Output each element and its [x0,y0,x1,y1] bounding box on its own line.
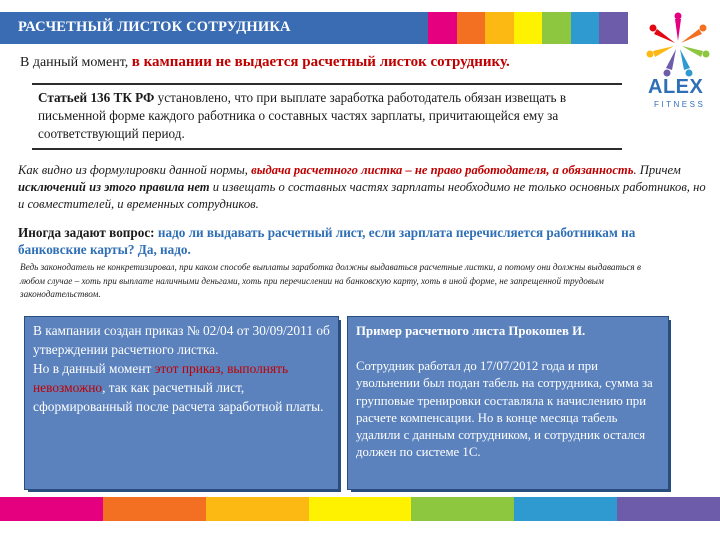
example-box-title: Пример расчетного листа Прокошев И. [356,324,586,338]
order-box-p1: В кампании создан приказ № 02/04 от 30/09/2011 об утверждении расчетного листка. [33,323,330,357]
law-quote [38,89,623,143]
question-lead: Иногда задают вопрос: [18,225,158,240]
page-title: РАСЧЕТНЫЙ ЛИСТОК СОТРУДНИКА [18,19,291,35]
explanation-paragraph [18,162,708,213]
question-paragraph [18,224,648,258]
example-box [347,316,669,490]
logo-subtitle: FITNESS [654,100,706,109]
order-box-p3: , так как расчетный лист, сформированный после расчета заработной платы. [33,380,324,414]
legal-note: Ведь законодатель не конкретизировал, при каком способе выплаты заработка должны выдаваться расчетные листки, а потому они должны выдаваться в любом случае – хоть при выплате наличными деньгами, хоть при перечислении на банковскую карту, хоть в иной форме, не запрещенной трудовым законодательством. [20,262,641,299]
strip-segment [457,12,486,44]
strip-segment [0,497,103,521]
strip-segment [103,497,206,521]
order-box-text [33,321,333,416]
order-box-red-text: этот приказ, выполнять невозможно [33,361,289,395]
example-box-text [356,323,662,461]
intro-prefix: В данный момент, [20,55,132,70]
strip-segment [617,497,720,521]
strip-segment [411,497,514,521]
strip-segment [428,12,457,44]
quote-bold: Статьей 136 ТК РФ [38,90,155,105]
order-box-p2: Но в данный момент [33,361,155,376]
quote-text: установлено, что при выплате заработка работодатель обязан извещать в письменной форме каждого работника о составных частях зарплаты, причитающейся ему за соответствующий период. [38,90,567,141]
header-color-strip [428,12,628,44]
strip-segment [514,497,617,521]
strip-segment [309,497,412,521]
para2-text: . Причем [633,163,681,177]
para2-bold-text: исключений из этого правила нет [18,180,210,194]
example-box-body: Сотрудник работал до 17/07/2012 года и при увольнении был подан табель на сотрудника, сумма за групповые тренировки составляла к начислению при расчете компенсации. Но в конце месяца табель удалили с данным сотрудником, и сотрудник остался должен по системе 1С. [356,359,653,460]
para2-text: Как видно из формулировки данной нормы, [18,163,252,177]
para2-red-text: выдача расчетного листка – не право работодателя, а обязанность [251,163,634,177]
intro-red-text: в кампании не выдается расчетный листок сотруднику. [131,54,510,70]
logo-word: ALEX [648,76,704,98]
quote-bottom-rule [32,148,622,150]
question-blue-text: надо ли выдавать расчетный лист, если зарплата перечисляется работникам на банковские карты? Да, надо. [18,225,636,257]
strip-segment [206,497,309,521]
strip-segment [514,12,543,44]
strip-segment [571,12,600,44]
strip-segment [485,12,514,44]
para2-text: и извещать о составных частях зарплаты необходимо не только основных работников, но и совместителей, и временных сотрудников. [18,180,706,211]
footer-color-strip [0,497,720,521]
intro-line [20,54,620,71]
order-box [24,316,339,490]
strip-segment [542,12,571,44]
quote-top-rule [32,83,622,85]
strip-segment [599,12,628,44]
